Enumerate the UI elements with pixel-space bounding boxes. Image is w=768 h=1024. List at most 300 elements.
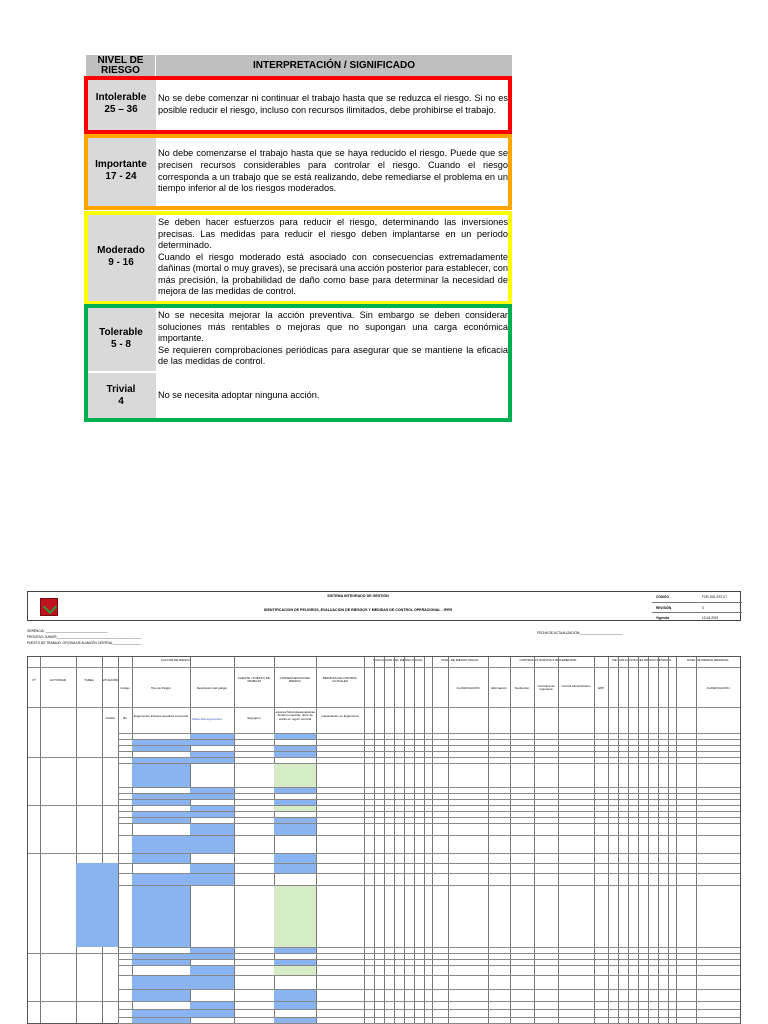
grid-mark: ·: [408, 841, 409, 846]
risk-row-moderado: [86, 212, 512, 303]
grid-mark: ·: [368, 959, 369, 964]
risk-level-range: 5 - 8: [110, 338, 131, 350]
col-header: Control administrativo: [561, 684, 591, 688]
grid-mark: ·: [408, 1017, 409, 1022]
grid-cell-highlight: [190, 1010, 234, 1017]
grid-mark: ·: [428, 913, 429, 918]
grid-mark: ·: [408, 855, 409, 860]
risk-level-table: [86, 55, 512, 421]
grid-mark: ·: [398, 805, 399, 810]
grid-column-line: [374, 657, 375, 1023]
grid-column-line: [608, 657, 609, 1023]
grid-mark: ·: [418, 811, 419, 816]
grid-mark: ·: [398, 953, 399, 958]
grid-mark: ·: [408, 745, 409, 750]
grid-cell-highlight: [132, 854, 190, 863]
grid-mark: ·: [408, 787, 409, 792]
grid-mark: ·: [388, 913, 389, 918]
row-fuente: Ergógeno: [247, 716, 261, 720]
grid-mark: ·: [378, 876, 379, 881]
grid-mark: ·: [398, 913, 399, 918]
group-header: FACTOR DE RIESGO: [161, 658, 191, 662]
col-header: Nº: [32, 678, 36, 682]
system-title: SISTEMA INTEGRADO DE GESTIÓN: [327, 594, 389, 598]
grid-column-line: [658, 657, 659, 1023]
grid-mark: ·: [388, 1010, 389, 1015]
grid-mark: ·: [368, 772, 369, 777]
grid-mark: ·: [398, 799, 399, 804]
grid-mark: ·: [418, 787, 419, 792]
group-header: CONTROLES NUEVOS A IMPLEMENTAR: [519, 658, 577, 662]
grid-mark: ·: [368, 1017, 369, 1022]
grid-mark: ·: [378, 967, 379, 972]
grid-mark: ·: [418, 733, 419, 738]
grid-cell-highlight: [132, 764, 190, 787]
grid-mark: ·: [428, 817, 429, 822]
grid-cell-highlight: [190, 1002, 234, 1009]
grid-cell-highlight: [76, 863, 118, 947]
grid-mark: ·: [408, 876, 409, 881]
grid-mark: ·: [428, 967, 429, 972]
grid-mark: ·: [408, 826, 409, 831]
grid-column-line: [638, 657, 639, 1023]
row-consecuencia: Lesiones Musculoesqueléticas, Tensión muscular, dolor de cuello en región cervical: [274, 710, 316, 721]
grid-mark: ·: [368, 992, 369, 997]
grid-mark: ·: [398, 855, 399, 860]
grid-mark: ·: [388, 865, 389, 870]
grid-mark: ·: [428, 947, 429, 952]
grid-mark: ·: [368, 757, 369, 762]
grid-mark: ·: [428, 757, 429, 762]
grid-mark: ·: [418, 1002, 419, 1007]
grid-mark: ·: [418, 865, 419, 870]
grid-mark: ·: [428, 992, 429, 997]
grid-mark: ·: [408, 947, 409, 952]
grid-mark: ·: [388, 876, 389, 881]
grid-mark: ·: [398, 826, 399, 831]
grid-mark: ·: [418, 739, 419, 744]
grid-mark: ·: [418, 1010, 419, 1015]
grid-row-line: [118, 817, 740, 818]
grid-mark: ·: [408, 979, 409, 984]
grid-mark: ·: [368, 841, 369, 846]
grid-mark: ·: [418, 855, 419, 860]
grid-mark: ·: [368, 751, 369, 756]
grid-row-line: [28, 707, 740, 708]
grid-row-line: [118, 763, 740, 764]
grid-mark: ·: [418, 953, 419, 958]
grid-mark: ·: [398, 745, 399, 750]
grid-column-line: [510, 657, 511, 1023]
grid-mark: ·: [418, 913, 419, 918]
risk-row-trivial: [86, 373, 512, 419]
grid-mark: ·: [368, 826, 369, 831]
col-header: ACTIVIDAD: [49, 678, 66, 682]
col-header: Código: [120, 686, 130, 690]
grid-mark: ·: [378, 751, 379, 756]
col-header: CLASIFICACIÓN: [456, 686, 480, 690]
gerencia-field: GERENCIA: ___________________________________: [27, 629, 108, 633]
grid-mark: ·: [368, 787, 369, 792]
row-descripcion: Sobre Alta ergonómico: [192, 717, 223, 721]
grid-mark: ·: [398, 959, 399, 964]
grid-cell-highlight: [132, 990, 190, 1001]
company-logo-icon: [40, 598, 58, 616]
grid-mark: ·: [418, 979, 419, 984]
puesto-field: PUESTO DE TRABAJO: OFICINA DE ALMACÉN CENTRAL________________: [27, 641, 141, 645]
grid-mark: ·: [368, 793, 369, 798]
grid-mark: ·: [388, 855, 389, 860]
grid-mark: ·: [418, 967, 419, 972]
grid-cell-highlight: [190, 824, 234, 835]
grid-column-line: [384, 657, 385, 1023]
grid-mark: ·: [378, 1017, 379, 1022]
grid-mark: ·: [408, 733, 409, 738]
grid-mark: ·: [388, 739, 389, 744]
grid-mark: ·: [388, 757, 389, 762]
group-header: RE-EVALUACION DEL RIESGO RESIDUAL: [612, 658, 672, 662]
document-title: IDENTIFICACION DE PELIGROS, EVALUACION DE RIESGOS Y MEDIDAS DE CONTROL OPERACIONAL - IPER: [263, 608, 453, 612]
grid-mark: ·: [428, 799, 429, 804]
risk-description: Se deben hacer esfuerzos para reducir el riesgo, determinando las inversiones precisas. Las medidas para reducir el riesgo deben implantarse en un período determinado. Cuando el riesgo moderado está asociado con consecuencias extremadamente dañinas (mortal o muy graves), se precisará una acción posterior para establecer, con más precisión, la probabilidad de daño como base para determinar la necesidad de mejora de las medidas de control.: [158, 216, 508, 297]
grid-mark: ·: [388, 799, 389, 804]
col-header: SITUACIÓN: [102, 678, 119, 682]
grid-column-line: [628, 657, 629, 1023]
grid-mark: ·: [408, 739, 409, 744]
grid-mark: ·: [378, 817, 379, 822]
grid-mark: ·: [378, 1010, 379, 1015]
col-header: CLASIFICACIÓN: [706, 686, 730, 690]
table-header: [86, 55, 512, 77]
grid-mark: ·: [428, 739, 429, 744]
grid-mark: ·: [368, 979, 369, 984]
document-meta: [652, 592, 742, 622]
grid-mark: ·: [418, 826, 419, 831]
grid-mark: ·: [428, 811, 429, 816]
grid-mark: ·: [408, 757, 409, 762]
grid-mark: ·: [368, 811, 369, 816]
risk-row-intolerable: [86, 77, 512, 132]
group-header: NIVEL DE RIESGO RESIDUAL: [687, 658, 729, 662]
grid-cell-highlight: [190, 864, 234, 873]
grid-mark: ·: [378, 992, 379, 997]
grid-mark: ·: [388, 751, 389, 756]
risk-description: No se debe comenzar ni continuar el trabajo hasta que se reduzca el riesgo. Si no es posible reducir el riesgo, incluso con recursos ilimitados, debe prohibirse el trabajo.: [158, 92, 508, 115]
grid-mark: ·: [398, 739, 399, 744]
grid-mark: ·: [428, 826, 429, 831]
grid-mark: ·: [418, 751, 419, 756]
grid-mark: ·: [418, 817, 419, 822]
grid-mark: ·: [388, 979, 389, 984]
grid-mark: ·: [398, 1002, 399, 1007]
grid-row-line: [28, 805, 740, 806]
meta-row: REVISIÓN 3: [652, 602, 742, 612]
col-header: Eliminación: [491, 686, 507, 690]
grid-mark: ·: [378, 799, 379, 804]
grid-mark: ·: [388, 793, 389, 798]
grid-cell-highlight: [274, 966, 316, 975]
grid-column-line: [534, 657, 535, 1023]
risk-level-cell: [86, 212, 156, 303]
grid-mark: ·: [408, 805, 409, 810]
grid-mark: ·: [368, 733, 369, 738]
risk-row-tolerable: [86, 306, 512, 372]
grid-header-line: [28, 667, 740, 668]
col-header: Controles de ingeniería: [537, 684, 555, 692]
grid-mark: ·: [388, 1017, 389, 1022]
grid-mark: ·: [398, 793, 399, 798]
grid-mark: ·: [388, 805, 389, 810]
grid-mark: ·: [368, 865, 369, 870]
grid-mark: ·: [428, 1017, 429, 1022]
grid-mark: ·: [378, 947, 379, 952]
risk-row-importante: [86, 135, 512, 208]
grid-column-line: [558, 657, 559, 1023]
grid-mark: ·: [398, 1010, 399, 1015]
grid-mark: ·: [398, 1017, 399, 1022]
grid-mark: ·: [408, 799, 409, 804]
grid-cell-highlight: [274, 824, 316, 835]
grid-mark: ·: [398, 992, 399, 997]
grid-cell-highlight: [132, 976, 190, 989]
grid-cell-highlight: [274, 854, 316, 863]
grid-mark: ·: [418, 876, 419, 881]
col-header: FUENTE / PUESTO DE TRABAJO: [238, 676, 270, 684]
group-header: EVALUACION DEL RIESGO INICIAL: [373, 658, 423, 662]
risk-level-cell: [86, 373, 156, 419]
grid-mark: ·: [408, 793, 409, 798]
grid-mark: ·: [388, 947, 389, 952]
risk-level-range: 9 - 16: [108, 257, 134, 268]
grid-mark: ·: [368, 947, 369, 952]
grid-mark: ·: [418, 1017, 419, 1022]
grid-mark: ·: [408, 992, 409, 997]
grid-mark: ·: [388, 745, 389, 750]
grid-row-line: [118, 1017, 740, 1018]
grid-mark: ·: [408, 913, 409, 918]
row-tipo-peligro: Ergonómico Postura repetitiva incorrecta: [133, 714, 189, 718]
grid-mark: ·: [428, 751, 429, 756]
grid-cell-highlight: [274, 864, 316, 873]
grid-cell-highlight: [190, 874, 234, 885]
grid-mark: ·: [428, 793, 429, 798]
grid-mark: ·: [378, 953, 379, 958]
grid-column-line: [394, 657, 395, 1023]
risk-level-range: 4: [118, 395, 124, 407]
grid-mark: ·: [378, 793, 379, 798]
grid-cell-highlight: [132, 1010, 190, 1017]
iperc-grid: [27, 656, 741, 1024]
grid-mark: ·: [378, 739, 379, 744]
grid-mark: ·: [378, 826, 379, 831]
risk-level-cell: [86, 306, 156, 372]
grid-column-line: [234, 657, 235, 1023]
grid-mark: ·: [398, 967, 399, 972]
grid-mark: ·: [408, 967, 409, 972]
grid-column-line: [364, 657, 365, 1023]
grid-mark: ·: [428, 876, 429, 881]
grid-mark: ·: [398, 865, 399, 870]
grid-mark: ·: [378, 772, 379, 777]
grid-mark: ·: [418, 757, 419, 762]
grid-mark: ·: [418, 947, 419, 952]
grid-mark: ·: [388, 817, 389, 822]
risk-level-cell: [86, 77, 156, 132]
grid-mark: ·: [428, 745, 429, 750]
risk-level-name: Trivial: [106, 383, 136, 395]
grid-mark: ·: [418, 745, 419, 750]
grid-mark: ·: [398, 787, 399, 792]
grid-mark: ·: [368, 913, 369, 918]
grid-mark: ·: [388, 841, 389, 846]
grid-mark: ·: [378, 865, 379, 870]
meta-row: CÓDIGO FOR-SIG-SST-07: [656, 595, 727, 599]
grid-cell-highlight: [132, 874, 190, 885]
col-header: EPP: [597, 686, 604, 690]
grid-mark: ·: [388, 992, 389, 997]
col-header: MEDIDAS DE CONTROL ACTUALES: [322, 676, 358, 684]
grid-row-line: [118, 959, 740, 960]
grid-column-line: [696, 657, 697, 1023]
grid-mark: ·: [428, 1002, 429, 1007]
grid-mark: ·: [388, 811, 389, 816]
grid-mark: ·: [368, 739, 369, 744]
grid-mark: ·: [378, 841, 379, 846]
header-risk-level: NIVEL DE RIESGO: [86, 55, 156, 77]
grid-mark: ·: [408, 1010, 409, 1015]
grid-column-line: [668, 657, 669, 1023]
proceso-field: PROCESO: JUNIOR________________________________________________: [27, 635, 142, 639]
grid-mark: ·: [398, 817, 399, 822]
grid-mark: ·: [428, 865, 429, 870]
grid-column-line: [414, 657, 415, 1023]
grid-mark: ·: [378, 745, 379, 750]
grid-mark: ·: [368, 745, 369, 750]
risk-level-range: 17 - 24: [105, 171, 137, 182]
grid-mark: ·: [368, 855, 369, 860]
grid-cell-highlight: [190, 976, 234, 989]
risk-level-name: Moderado: [97, 245, 145, 256]
grid-mark: ·: [378, 979, 379, 984]
grid-column-line: [432, 657, 433, 1023]
grid-mark: ·: [368, 967, 369, 972]
grid-mark: ·: [428, 1010, 429, 1015]
grid-mark: ·: [398, 757, 399, 762]
grid-column-line: [76, 657, 77, 1023]
col-header: CONSECUENCIA DEL RIESGO: [279, 676, 311, 684]
grid-column-line: [118, 657, 119, 1023]
risk-description: No se necesita adoptar ninguna acción.: [158, 390, 320, 401]
grid-mark: ·: [388, 967, 389, 972]
grid-mark: ·: [398, 841, 399, 846]
grid-mark: ·: [398, 751, 399, 756]
grid-mark: ·: [428, 953, 429, 958]
risk-description: No se necesita mejorar la acción preventiva. Sin embargo se deben considerar soluciones más rentables o mejoras que no supongan una carga económica importante. Se requieren comprobaciones periódicas para asegurar que se mantiene la eficacia de las medidas de control.: [158, 310, 508, 367]
grid-mark: ·: [428, 805, 429, 810]
grid-row-line: [28, 1001, 740, 1002]
grid-mark: ·: [368, 953, 369, 958]
grid-mark: ·: [428, 772, 429, 777]
grid-mark: ·: [378, 733, 379, 738]
grid-cell-highlight: [274, 990, 316, 1001]
grid-column-line: [618, 657, 619, 1023]
iperc-sheet: [27, 591, 741, 1024]
risk-description: No debe comenzarse el trabajo hasta que se haya reducido el riesgo. Puede que se precisen recursos considerables para controlar el riesgo. Cuando el riesgo corresponda a un trabajo que se está realizando, debe remediarse el problema en un tiempo inferior al de los riesgos moderados.: [158, 148, 508, 194]
grid-mark: ·: [418, 959, 419, 964]
grid-mark: ·: [378, 855, 379, 860]
grid-mark: ·: [388, 733, 389, 738]
grid-cell-highlight: [274, 764, 316, 787]
grid-column-line: [448, 657, 449, 1023]
grid-column-line: [40, 657, 41, 1023]
grid-mark: ·: [368, 817, 369, 822]
grid-mark: ·: [368, 1002, 369, 1007]
grid-mark: ·: [428, 733, 429, 738]
grid-mark: ·: [398, 876, 399, 881]
grid-cell-highlight: [132, 836, 190, 853]
risk-level-cell: [86, 135, 156, 208]
grid-mark: ·: [368, 799, 369, 804]
grid-mark: ·: [388, 1002, 389, 1007]
grid-mark: ·: [428, 855, 429, 860]
grid-column-line: [648, 657, 649, 1023]
grid-cell-highlight: [190, 966, 234, 975]
grid-mark: ·: [418, 992, 419, 997]
grid-column-line: [102, 657, 103, 1023]
grid-mark: ·: [408, 1002, 409, 1007]
grid-mark: ·: [428, 959, 429, 964]
grid-mark: ·: [398, 811, 399, 816]
grid-cell-highlight: [274, 1002, 316, 1009]
grid-mark: ·: [398, 947, 399, 952]
grid-cell-highlight: [274, 886, 316, 947]
risk-level-name: Tolerable: [99, 326, 143, 338]
grid-cell-highlight: [190, 836, 234, 853]
col-header: Tipo de Peligro: [150, 686, 172, 690]
grid-mark: ·: [418, 793, 419, 798]
grid-row-line: [118, 989, 740, 990]
grid-mark: ·: [378, 811, 379, 816]
col-header: TAREA: [84, 678, 94, 682]
grid-mark: ·: [368, 1010, 369, 1015]
fecha-actualizacion-field: FECHA DE ACTUALIZACION:________________________: [537, 631, 623, 635]
grid-mark: ·: [398, 979, 399, 984]
grid-mark: ·: [418, 772, 419, 777]
row-code: B1: [123, 716, 127, 720]
grid-mark: ·: [368, 805, 369, 810]
grid-mark: ·: [378, 913, 379, 918]
risk-level-range: 25 – 36: [104, 104, 138, 115]
grid-column-line: [594, 657, 595, 1023]
grid-mark: ·: [388, 772, 389, 777]
group-header: NIVEL DE RIESGO INICIAL: [441, 658, 479, 662]
header-interpretation: INTERPRETACIÓN / SIGNIFICADO: [252, 60, 416, 71]
grid-mark: ·: [378, 959, 379, 964]
grid-mark: ·: [408, 865, 409, 870]
grid-column-line: [488, 657, 489, 1023]
grid-cell-highlight: [132, 886, 190, 947]
row-medidas: Capacitación en Ergonomía: [321, 714, 359, 718]
grid-mark: ·: [408, 953, 409, 958]
grid-mark: ·: [418, 805, 419, 810]
grid-mark: ·: [408, 817, 409, 822]
risk-level-name: Intolerable: [95, 92, 147, 103]
row-situacion: Cotidia: [105, 716, 115, 720]
grid-mark: ·: [388, 787, 389, 792]
grid-mark: ·: [378, 1002, 379, 1007]
grid-row-line: [118, 799, 740, 800]
grid-mark: ·: [388, 826, 389, 831]
